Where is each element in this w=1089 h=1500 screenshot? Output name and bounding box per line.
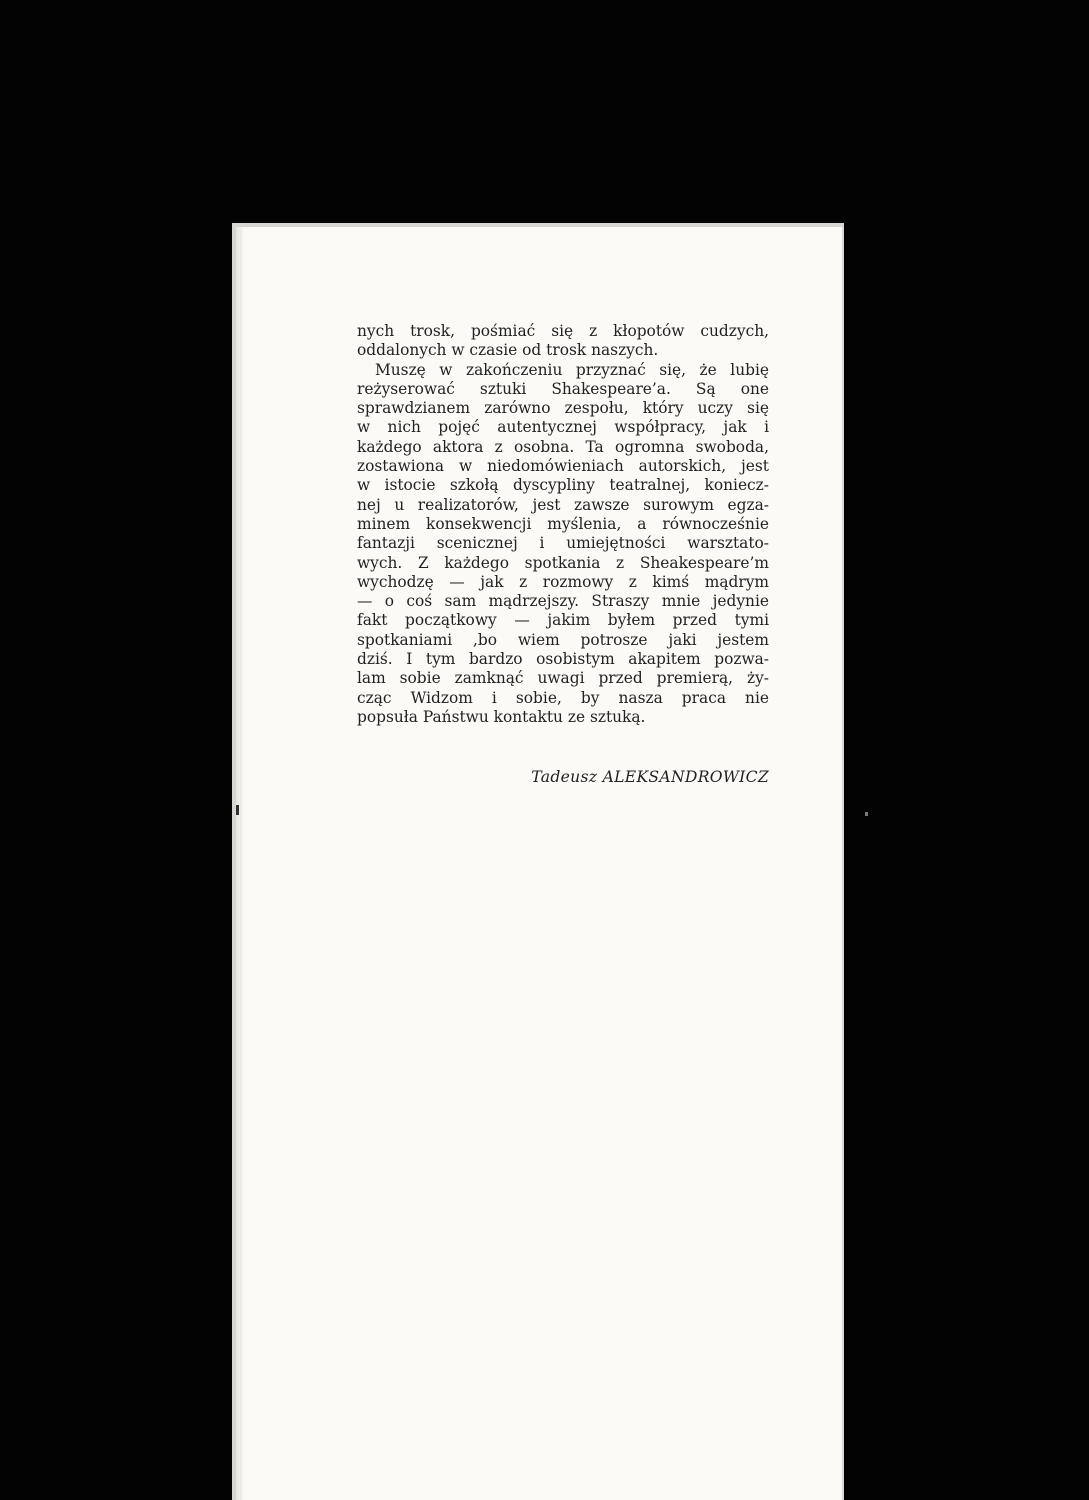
text-line: w istocie szkołą dyscypliny teatralnej, koniecz- — [357, 476, 769, 495]
text-line: wychodzę — jak z rozmowy z kimś mądrym — [357, 572, 769, 591]
author-signature: Tadeusz ALEKSANDROWICZ — [531, 768, 769, 786]
text-line: wych. Z każdego spotkania z Sheakespeare’m — [357, 553, 769, 572]
text-line: każdego aktora z osobna. Ta ogromna swoboda, — [357, 437, 769, 456]
text-line: minem konsekwencji myślenia, a równocześnie — [357, 514, 769, 533]
text-line: Muszę w zakończeniu przyznać się, że lubię — [375, 360, 769, 379]
text-line: cząc Widzom i sobie, by nasza praca nie — [357, 688, 769, 707]
text-line: reżyserować sztuki Shakespeare’a. Są one — [357, 379, 769, 398]
page-edge — [240, 230, 242, 1500]
text-line: w nich pojęć autentycznej współpracy, jak i — [357, 418, 769, 437]
text-line: popsuła Państwu kontaktu ze sztuką. — [357, 707, 646, 726]
text-line: oddalonych w czasie od trosk naszych. — [357, 341, 659, 360]
text-line: spotkaniami ,bo wiem potrosze jaki jestem — [357, 630, 769, 649]
text-line: nych trosk, pośmiać się z kłopotów cudzych, — [357, 322, 769, 340]
text-line: — o coś sam mądrzejszy. Straszy mnie jedynie — [357, 592, 769, 611]
print-mark — [236, 805, 239, 815]
text-line: zostawiona w niedomówieniach autorskich, jest — [357, 457, 769, 476]
text-line: sprawdzianem zarówno zespołu, który uczy się — [357, 399, 769, 418]
dust-speck — [865, 812, 868, 816]
text-line: lam sobie zamknąć uwagi przed premierą, ży- — [357, 669, 769, 688]
text-line: fakt początkowy — jakim byłem przed tymi — [357, 611, 769, 630]
text-line: fantazji scenicznej i umiejętności warsztato- — [357, 534, 769, 553]
text-line: nej u realizatorów, jest zawsze surowym egza- — [357, 495, 769, 514]
body-text — [357, 322, 769, 727]
text-line: dziś. I tym bardzo osobistym akapitem pozwa- — [357, 650, 769, 669]
